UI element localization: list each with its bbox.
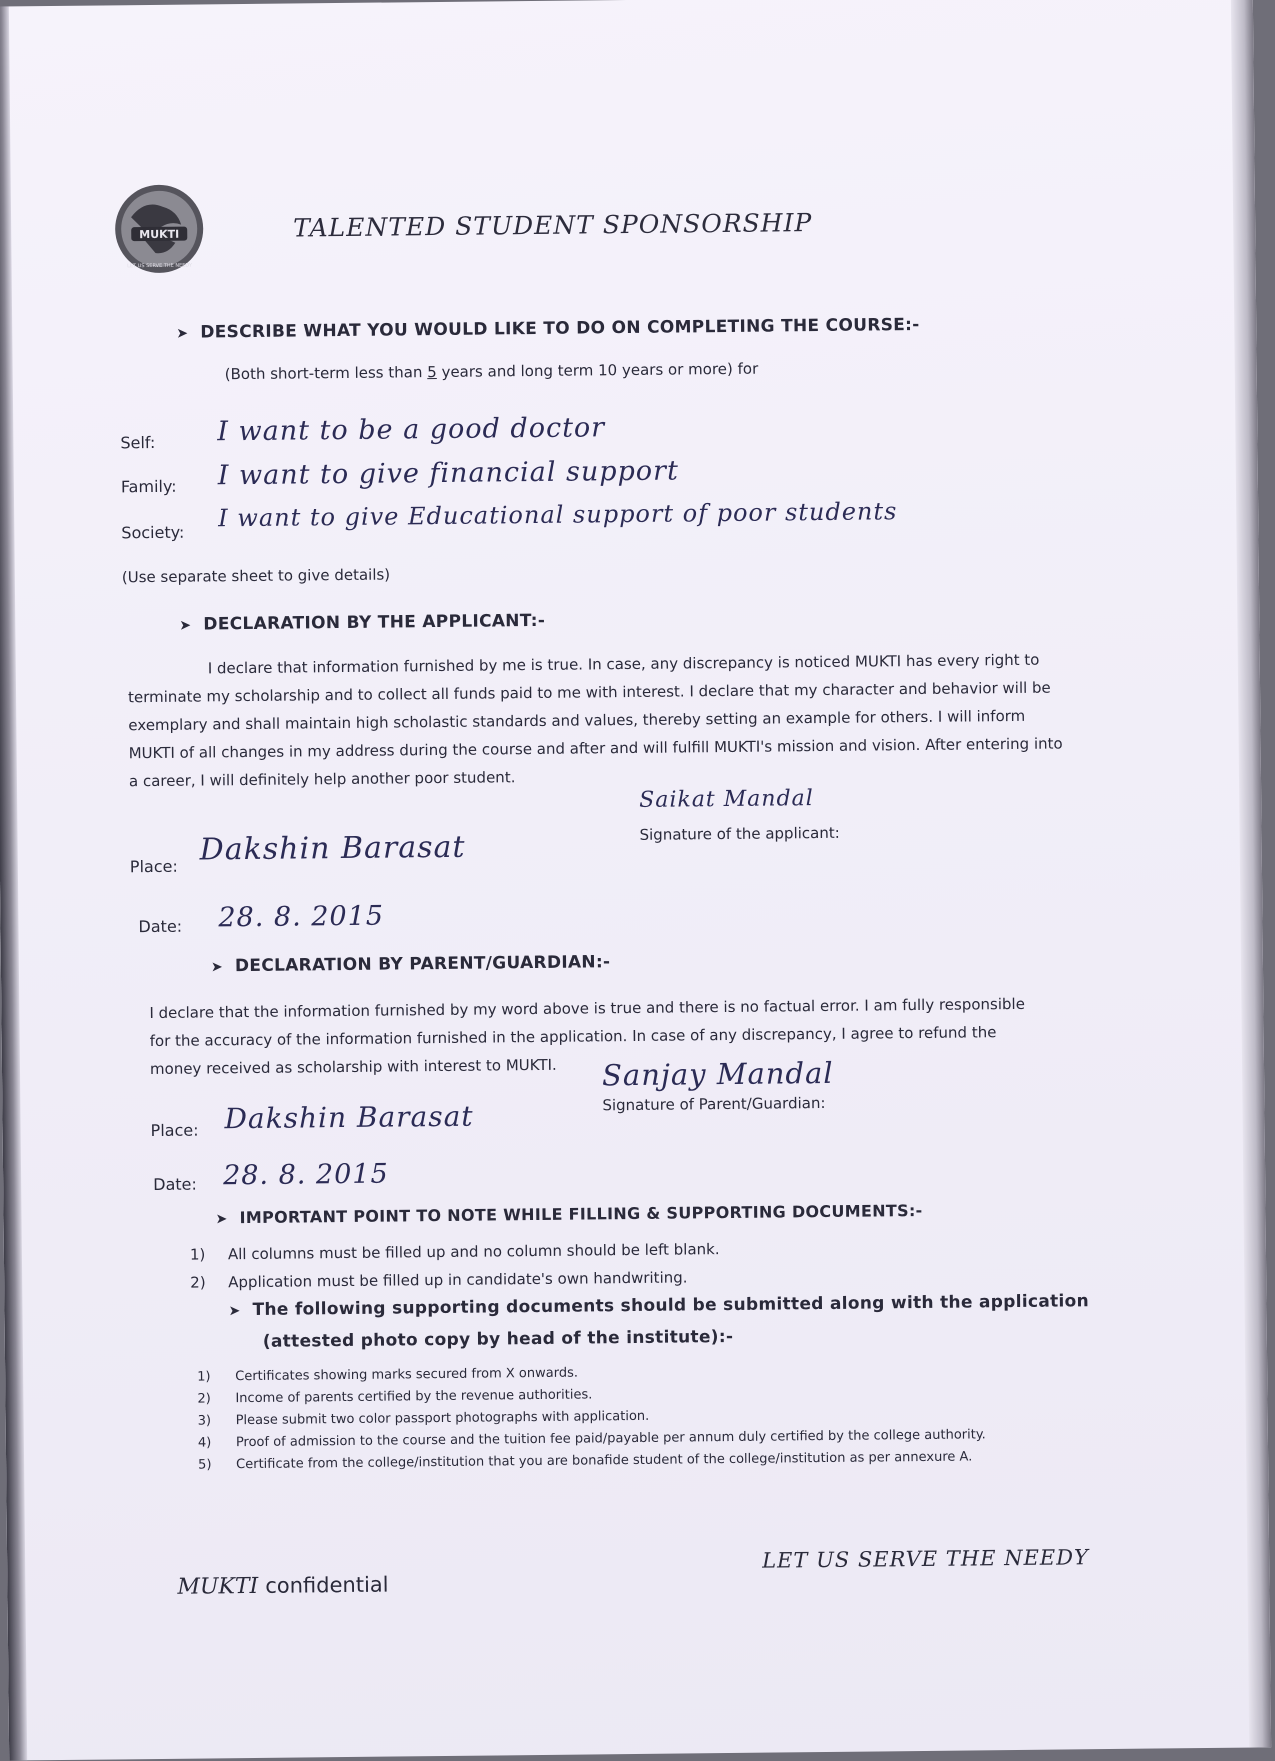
form-title: TALENTED STUDENT SPONSORSHIP: [293, 208, 813, 243]
guardian-declaration-text: I declare that the information furnished by my word above is true and there is no factual error. I am fully responsible for the accuracy of the information furnished in the application. In case of any discrepancy, I agree to refund the money received as scholarship with interest to MUKTI.: [149, 994, 1025, 1079]
applicant-signature[interactable]: Saikat Mandal: [639, 786, 814, 813]
guardian-signature-label: Signature of Parent/Guardian:: [602, 1093, 826, 1115]
documents-list: [197, 1358, 986, 1476]
guardian-declaration-heading: ➤ DECLARATION BY PARENT/GUARDIAN:-: [210, 952, 611, 977]
applicant-date-label: Date:: [138, 916, 183, 937]
page-stack-edge: [1231, 0, 1271, 1748]
important-points-list: [190, 1235, 720, 1297]
important-heading: ➤ IMPORTANT POINT TO NOTE WHILE FILLING & SUPPORTING DOCUMENTS:-: [215, 1200, 923, 1228]
course-heading: ➤ DESCRIBE WHAT YOU WOULD LIKE TO DO ON COMPLETING THE COURSE:-: [176, 314, 920, 343]
applicant-place-field[interactable]: Dakshin Barasat: [199, 829, 466, 868]
svg-text:LET US SERVE THE NEEDY: LET US SERVE THE NEEDY: [127, 262, 193, 270]
guardian-place-label: Place:: [150, 1120, 199, 1141]
course-subheading: (Both short-term less than 5 years and long term 10 years or more) for: [224, 359, 759, 384]
list-item: 5) Certificate from the college/institution that you are bonafide student of the college/institution as per annexure A.: [198, 1449, 973, 1473]
arrow-bullet-icon: ➤: [210, 959, 224, 976]
applicant-date-field[interactable]: 28. 8. 2015: [218, 900, 385, 934]
self-label: Self:: [120, 432, 156, 453]
mukti-logo: [111, 180, 208, 277]
list-item: 2) Application must be filled up in candidate's own handwriting.: [190, 1268, 688, 1292]
guardian-date-label: Date:: [153, 1174, 197, 1195]
family-field[interactable]: I want to give financial support: [217, 455, 680, 492]
arrow-bullet-icon: ➤: [228, 1303, 241, 1320]
arrow-bullet-icon: ➤: [215, 1211, 228, 1228]
guardian-place-field[interactable]: Dakshin Barasat: [224, 1099, 474, 1136]
society-field[interactable]: I want to give Educational support of poor students: [218, 497, 898, 533]
binding-edge: [0, 6, 27, 1760]
svg-text:MUKTI: MUKTI: [139, 227, 180, 242]
list-item: 1) All columns must be filled up and no column should be left blank.: [189, 1240, 720, 1264]
documents-heading: ➤ The following supporting documents should be submitted along with the application: [228, 1291, 1090, 1320]
footer-confidential: MUKTI confidential: [177, 1572, 389, 1600]
family-label: Family:: [120, 476, 177, 497]
arrow-bullet-icon: ➤: [176, 325, 189, 342]
guardian-date-field[interactable]: 28. 8. 2015: [222, 1158, 389, 1192]
applicant-signature-label: Signature of the applicant:: [639, 823, 840, 844]
guardian-signature[interactable]: Sanjay Mandal: [601, 1055, 834, 1093]
footer-tagline: LET US SERVE THE NEEDY: [762, 1545, 1090, 1573]
list-item: 4) Proof of admission to the course and the tuition fee paid/payable per annum duly certified by the college authority.: [197, 1427, 986, 1451]
list-item: 3) Please submit two color passport photographs with application.: [197, 1408, 650, 1429]
self-field[interactable]: I want to be a good doctor: [217, 412, 606, 448]
applicant-declaration-text: I declare that information furnished by me is true. In case, any discrepancy is noticed MUKTI has every right to terminate my scholarship and to collect all funds paid to me with interest. I declare that my character and behavior will be exemplary and shall maintain high scholastic standards and values, thereby setting an example for others. I will inform MUKTI of all changes in my address during the course and after and will fulfill MUKTI's mission and vision. After entering into a career, I will definitely help another poor student.: [127, 650, 1063, 791]
list-item: 2) Income of parents certified by the revenue authorities.: [197, 1387, 593, 1407]
applicant-place-label: Place:: [129, 856, 178, 877]
arrow-bullet-icon: ➤: [179, 617, 192, 634]
list-item: 1) Certificates showing marks secured from X onwards.: [197, 1365, 579, 1385]
documents-subheading: (attested photo copy by head of the institute):-: [262, 1326, 734, 1352]
applicant-declaration-heading: ➤ DECLARATION BY THE APPLICANT:-: [179, 610, 546, 635]
society-label: Society:: [121, 522, 185, 543]
separate-sheet-note: (Use separate sheet to give details): [121, 565, 391, 587]
